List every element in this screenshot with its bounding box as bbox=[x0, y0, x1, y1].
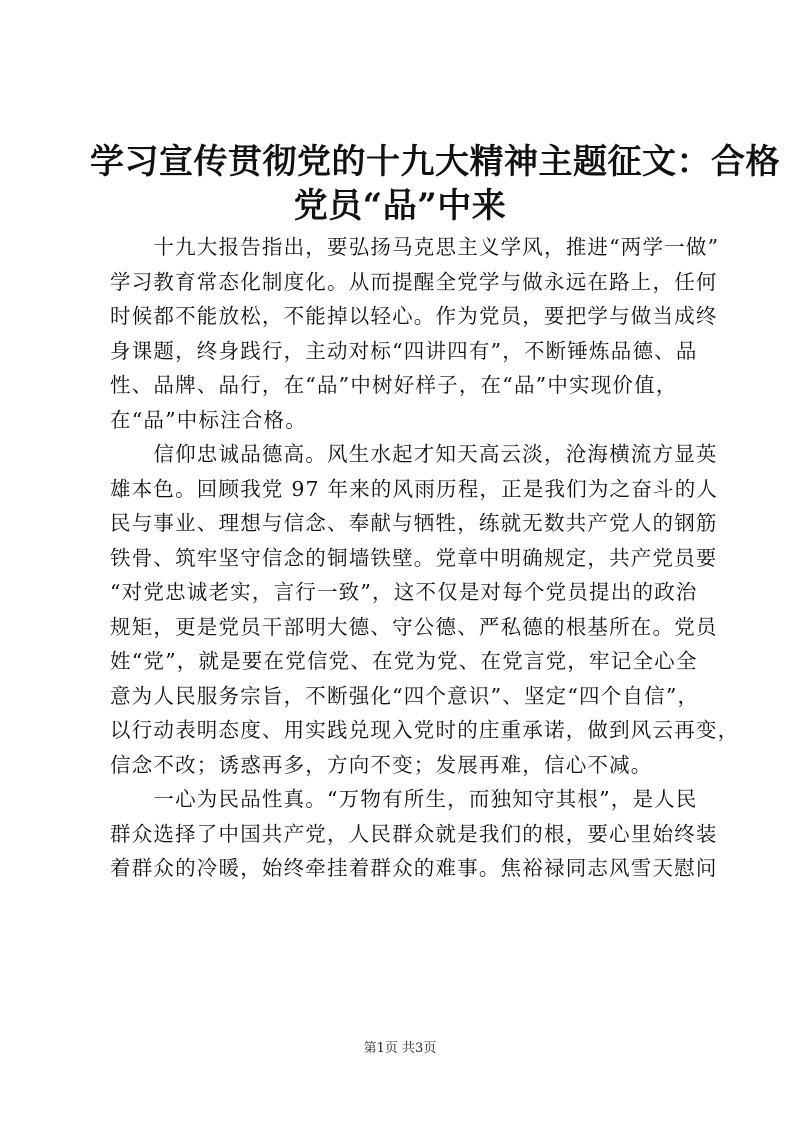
text-line: 信念不改；诱惑再多，方向不变；发展再难，信心不减。 bbox=[110, 752, 653, 777]
document-title bbox=[90, 140, 780, 228]
text-line: 群众选择了中国共产党，人民群众就是我们的根，要心里始终装 bbox=[110, 821, 718, 846]
text-line: 在“品”中标注合格。 bbox=[110, 407, 307, 432]
text-line: 姓“党”，就是要在党信党、在党为党、在党言党，牢记全心全 bbox=[110, 649, 698, 673]
text-line: 民与事业、理想与信念、奉献与牺牲，练就无数共产党人的钢筋 bbox=[110, 511, 718, 535]
text-line: 一心为民品性真。“万物有所生，而独知守其根”，是人民 bbox=[110, 787, 698, 811]
text-line: 信仰忠诚品德高。风生水起才知天高云淡，沧海横流方显英 bbox=[110, 442, 718, 466]
text-line: 着群众的冷暖，始终牵挂着群众的难事。焦裕禄同志风雪天慰问 bbox=[110, 856, 718, 880]
paragraph bbox=[110, 437, 740, 782]
text-line: 时候都不能放松，不能掉以轻心。作为党员，要把学与做当成终 bbox=[110, 304, 718, 328]
paragraph bbox=[110, 782, 718, 886]
text-line: 规矩，更是党员干部明大德、守公德、严私德的根基所在。党员 bbox=[110, 614, 718, 639]
paragraph bbox=[110, 230, 720, 437]
text-line: 铁骨、筑牢坚守信念的铜墙铁壁。党章中明确规定，共产党员要 bbox=[110, 545, 718, 570]
title-line: 学习宣传贯彻党的十九大精神主题征文：合格 bbox=[90, 142, 780, 182]
text-line: 性、品牌、品行，在“品”中树好样子，在“品”中实现价值， bbox=[110, 373, 678, 397]
page-number-footer: 第1页 共3页 bbox=[363, 1041, 437, 1056]
text-line: 学习教育常态化制度化。从而提醒全党学与做永远在路上，任何 bbox=[110, 269, 718, 294]
text-line: 雄本色。回顾我党 97 年来的风雨历程，正是我们为之奋斗的人 bbox=[110, 476, 719, 501]
text-line: “对党忠诚老实，言行一致”，这不仅是对每个党员提出的政治 bbox=[110, 580, 698, 604]
document-body bbox=[110, 230, 740, 886]
text-line: 意为人民服务宗旨，不断强化“四个意识”、坚定“四个自信”， bbox=[110, 683, 700, 708]
text-line: 以行动表明态度、用实践兑现入党时的庄重承诺，做到风云再变， bbox=[110, 718, 740, 742]
title-line: 党员“品”中来 bbox=[293, 186, 507, 226]
text-line: 身课题，终身践行，主动对标“四讲四有”，不断锤炼品德、品 bbox=[110, 338, 698, 363]
text-line: 十九大报告指出，要弘扬马克思主义学风，推进“两学一做” bbox=[110, 235, 720, 259]
